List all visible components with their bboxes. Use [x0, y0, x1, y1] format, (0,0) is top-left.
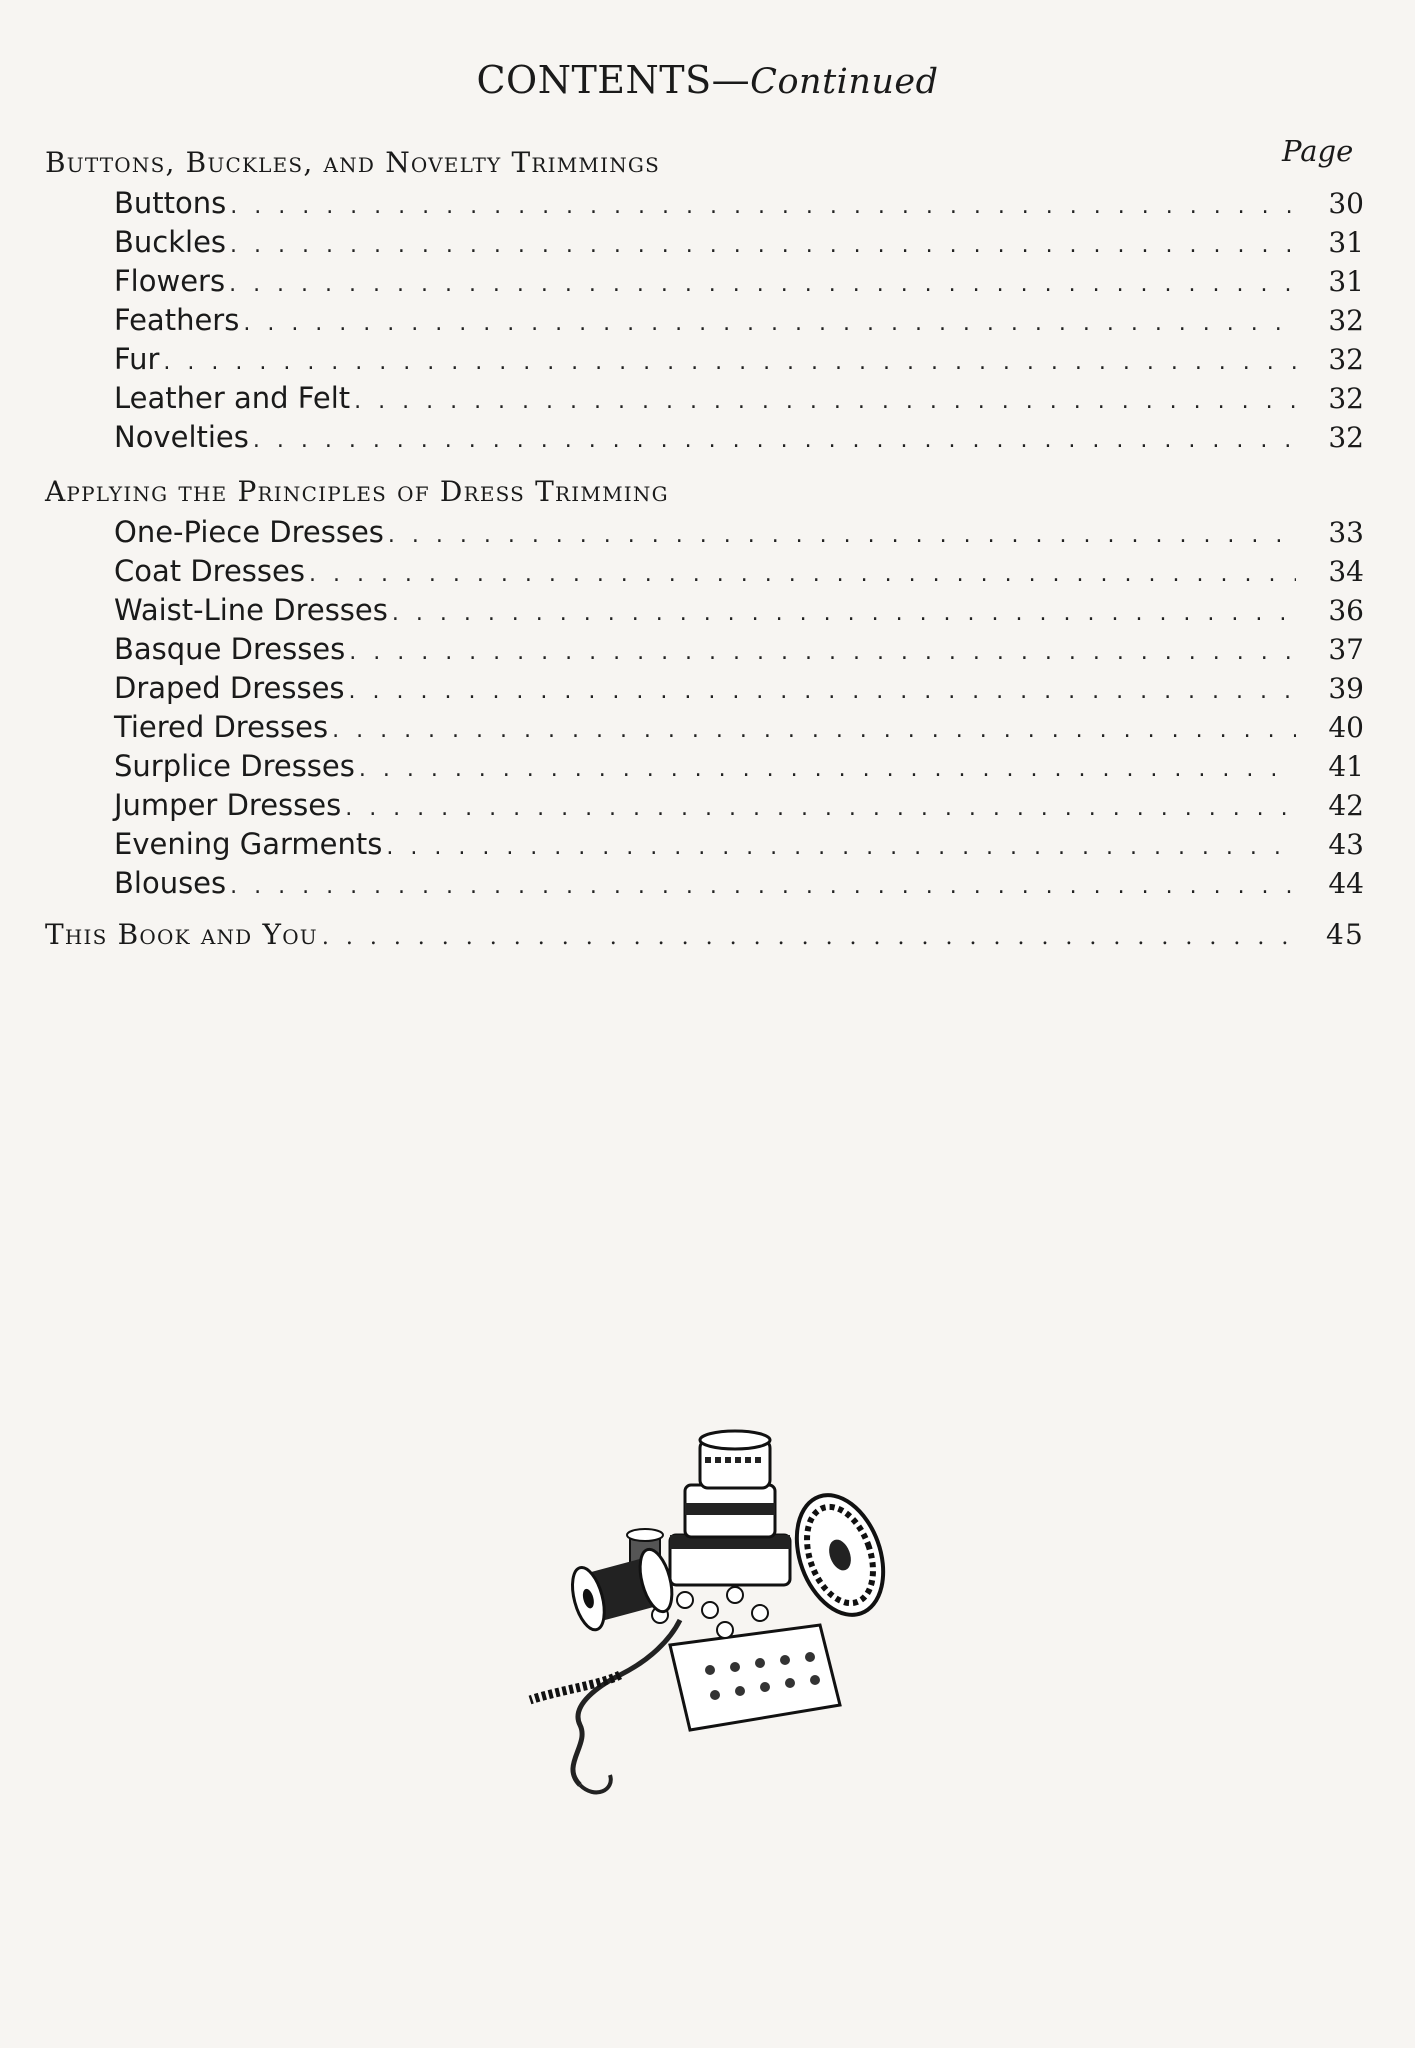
toc-entry	[114, 827, 1364, 861]
toc-entry	[114, 186, 1364, 220]
leader-dots	[243, 311, 1296, 336]
leader-dots	[392, 601, 1296, 626]
toc-entry-page: 40	[1328, 711, 1364, 744]
toc-entry-page: 32	[1328, 421, 1364, 454]
leader-dots	[349, 640, 1296, 665]
leader-dots	[388, 523, 1296, 548]
toc-entry	[114, 632, 1364, 666]
leader-dots	[230, 233, 1296, 258]
toc-entry-label: Blouses	[114, 866, 227, 900]
toc-entry	[114, 420, 1364, 454]
toc-entry-page: 36	[1328, 594, 1364, 627]
page-title	[0, 58, 1415, 102]
toc-entry	[114, 225, 1364, 259]
leader-dots	[322, 925, 1296, 950]
toc-entry-page: 32	[1328, 304, 1364, 337]
toc-entry-label: Surplice Dresses	[114, 749, 355, 783]
toc-entry-page: 44	[1328, 867, 1364, 900]
title-dash: —	[711, 58, 751, 102]
toc-entry-page: 41	[1328, 750, 1364, 783]
toc-entry-page: 31	[1328, 265, 1364, 298]
sewing-notions-illustration	[520, 1385, 920, 1825]
toc-entry	[114, 264, 1364, 298]
leader-dots	[386, 835, 1296, 860]
page-column-label: Page	[1282, 134, 1354, 168]
title-main: CONTENTS	[476, 58, 712, 102]
toc-entry-label: Draped Dresses	[114, 671, 345, 705]
toc-entry	[114, 554, 1364, 588]
toc-entry-label: Buckles	[114, 225, 227, 259]
toc-entry	[114, 671, 1364, 705]
leader-dots	[230, 194, 1296, 219]
toc-entry-label: One-Piece Dresses	[114, 515, 384, 549]
leader-dots	[230, 874, 1296, 899]
toc-entry	[114, 749, 1364, 783]
toc-entry-page: 39	[1328, 672, 1364, 705]
toc-entry-label: Jumper Dresses	[114, 788, 342, 822]
leader-dots	[229, 272, 1296, 297]
toc-entry-label: Feathers	[114, 303, 240, 337]
toc-entry-page: 32	[1328, 382, 1364, 415]
toc-entry-label: Basque Dresses	[114, 632, 346, 666]
toc-entry-page: 32	[1328, 343, 1364, 376]
toc-entry-page: 37	[1328, 633, 1364, 666]
toc-entry	[114, 515, 1364, 549]
leader-dots	[309, 562, 1296, 587]
toc-entry	[114, 593, 1364, 627]
toc-entry-page: 30	[1328, 187, 1364, 220]
leader-dots	[349, 679, 1296, 704]
toc-entry-label: Buttons	[114, 186, 227, 220]
toc-entry	[114, 788, 1364, 822]
leader-dots	[354, 389, 1296, 414]
leader-dots	[345, 796, 1296, 821]
toc-entry-page: 34	[1328, 555, 1364, 588]
toc-entry	[114, 381, 1364, 415]
toc-entry-label: Novelties	[114, 420, 249, 454]
section-heading-applying-principles: Applying the Principles of Dress Trimming	[45, 475, 669, 508]
toc-entry-label: Tiered Dresses	[114, 710, 329, 744]
toc-entry	[114, 710, 1364, 744]
toc-entry-page: 45	[1325, 918, 1364, 951]
toc-entry-label: Leather and Felt	[114, 381, 351, 415]
toc-entry-page: 31	[1328, 226, 1364, 259]
toc-entry	[114, 866, 1364, 900]
leader-dots	[359, 757, 1296, 782]
toc-entry-label: Evening Garments	[114, 827, 383, 861]
toc-entry-page: 42	[1328, 789, 1364, 822]
toc-entry	[114, 303, 1364, 337]
leader-dots	[163, 350, 1296, 375]
toc-entry-page: 33	[1328, 516, 1364, 549]
leader-dots	[253, 428, 1296, 453]
toc-entry-label: Coat Dresses	[114, 554, 305, 588]
toc-entry-this-book-and-you	[45, 918, 1364, 951]
title-continued: Continued	[750, 62, 939, 102]
toc-entry-label: This Book and You	[45, 918, 318, 951]
toc-entry-page: 43	[1328, 828, 1364, 861]
toc-entry-label: Flowers	[114, 264, 226, 298]
section-heading-buttons-buckles: Buttons, Buckles, and Novelty Trimmings	[45, 146, 660, 179]
toc-entry	[114, 342, 1364, 376]
toc-entry-label: Fur	[114, 342, 160, 376]
leader-dots	[332, 718, 1296, 743]
toc-entry-label: Waist-Line Dresses	[114, 593, 388, 627]
